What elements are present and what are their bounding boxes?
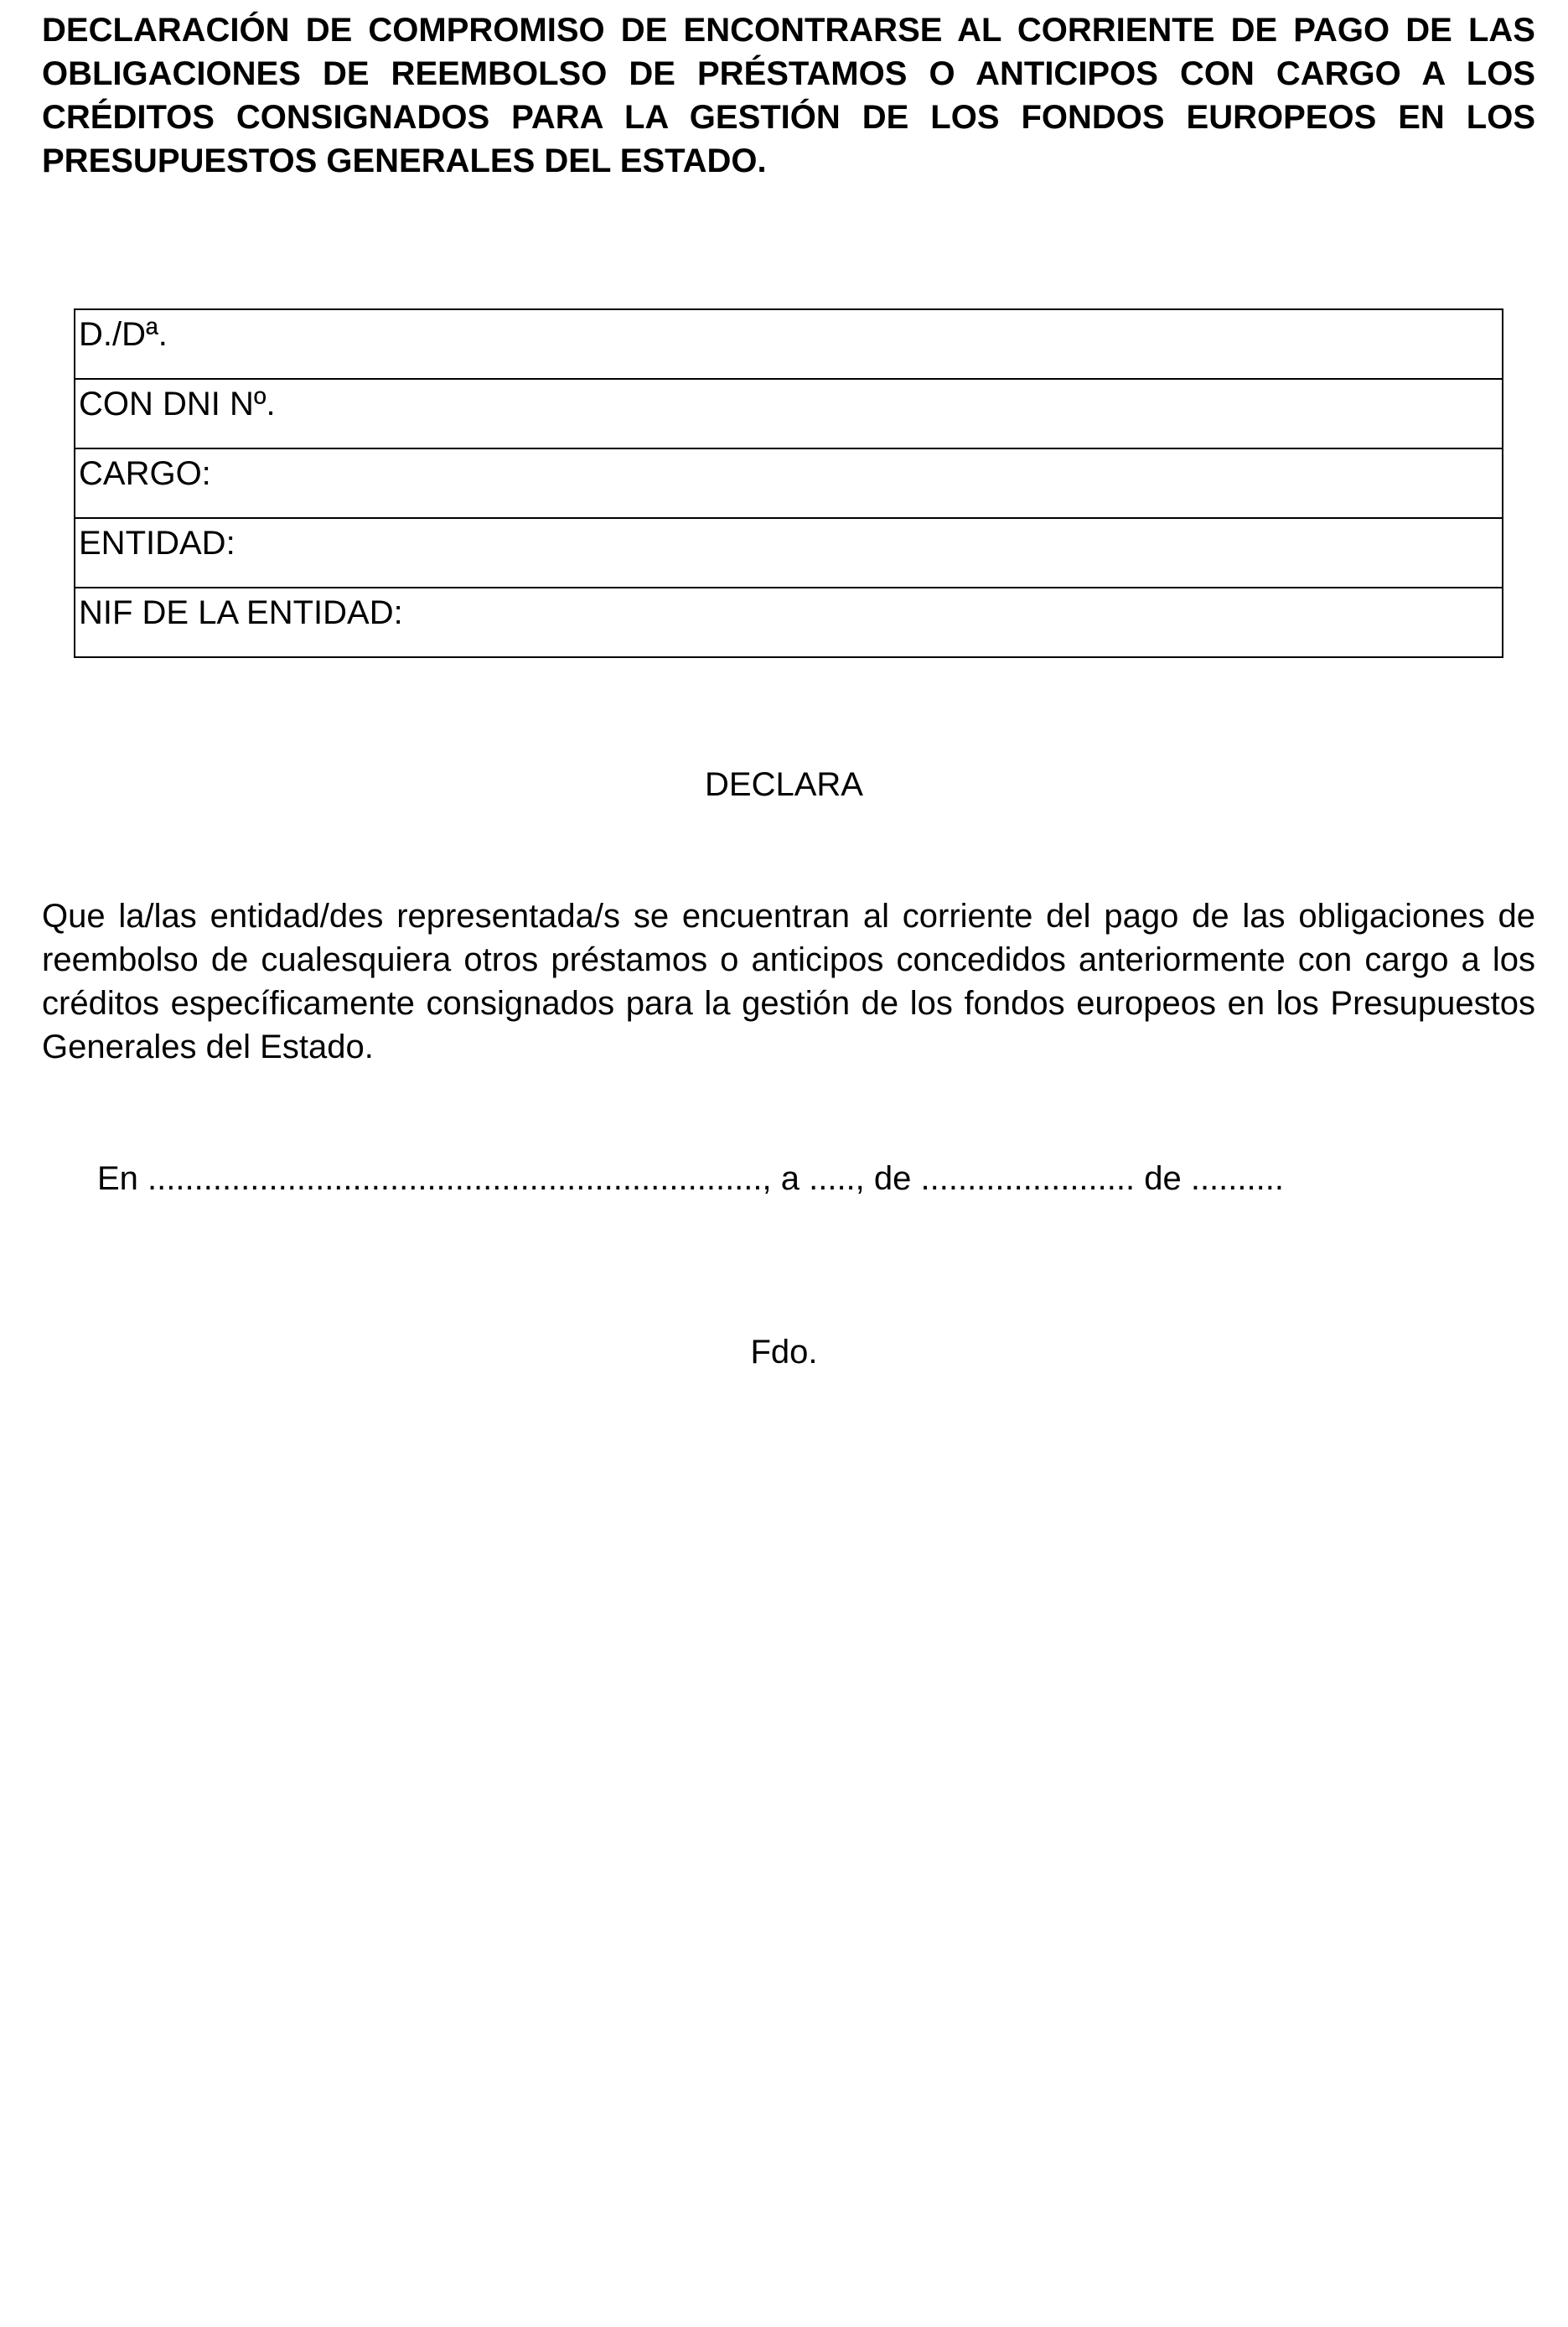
- declaration-paragraph: Que la/las entidad/des representada/s se encuentran al corriente del pago de las obligaciones de reembolso de cualesquiera otros préstamos o anticipos concedidos anteriormente con cargo a los créditos específicamente consignados para la gestión de los fondos europeos en los Presupuestos Generales del Estado.: [42, 898, 1535, 1065]
- form-row-dni: [75, 379, 1503, 448]
- form-field-cargo[interactable]: CARGO:: [75, 448, 1503, 518]
- form-field-nif[interactable]: NIF DE LA ENTIDAD:: [75, 588, 1503, 657]
- place-date-line[interactable]: En .................................................................., a ....., de ....................... de ..........: [97, 1160, 1284, 1197]
- form-field-dni[interactable]: CON DNI Nº.: [75, 379, 1503, 448]
- form-row-cargo: [75, 448, 1503, 518]
- document-title: DECLARACIÓN DE COMPROMISO DE ENCONTRARSE AL CORRIENTE DE PAGO DE LAS OBLIGACIONES DE REEMBOLSO DE PRÉSTAMOS O ANTICIPOS CON CARGO A LOS CRÉDITOS CONSIGNADOS PARA LA GESTIÓN DE LOS FONDOS EUROPEOS EN LOS PRESUPUESTOS GENERALES DEL ESTADO.: [42, 12, 1535, 179]
- form-field-name[interactable]: D./Dª.: [75, 309, 1503, 379]
- form-row-name: [75, 309, 1503, 379]
- form-row-entidad: [75, 518, 1503, 588]
- form-row-nif: [75, 588, 1503, 657]
- form-field-entidad[interactable]: ENTIDAD:: [75, 518, 1503, 588]
- signature-label: Fdo.: [750, 1334, 818, 1371]
- declara-heading: DECLARA: [705, 766, 863, 803]
- identification-form-table: [74, 308, 1503, 658]
